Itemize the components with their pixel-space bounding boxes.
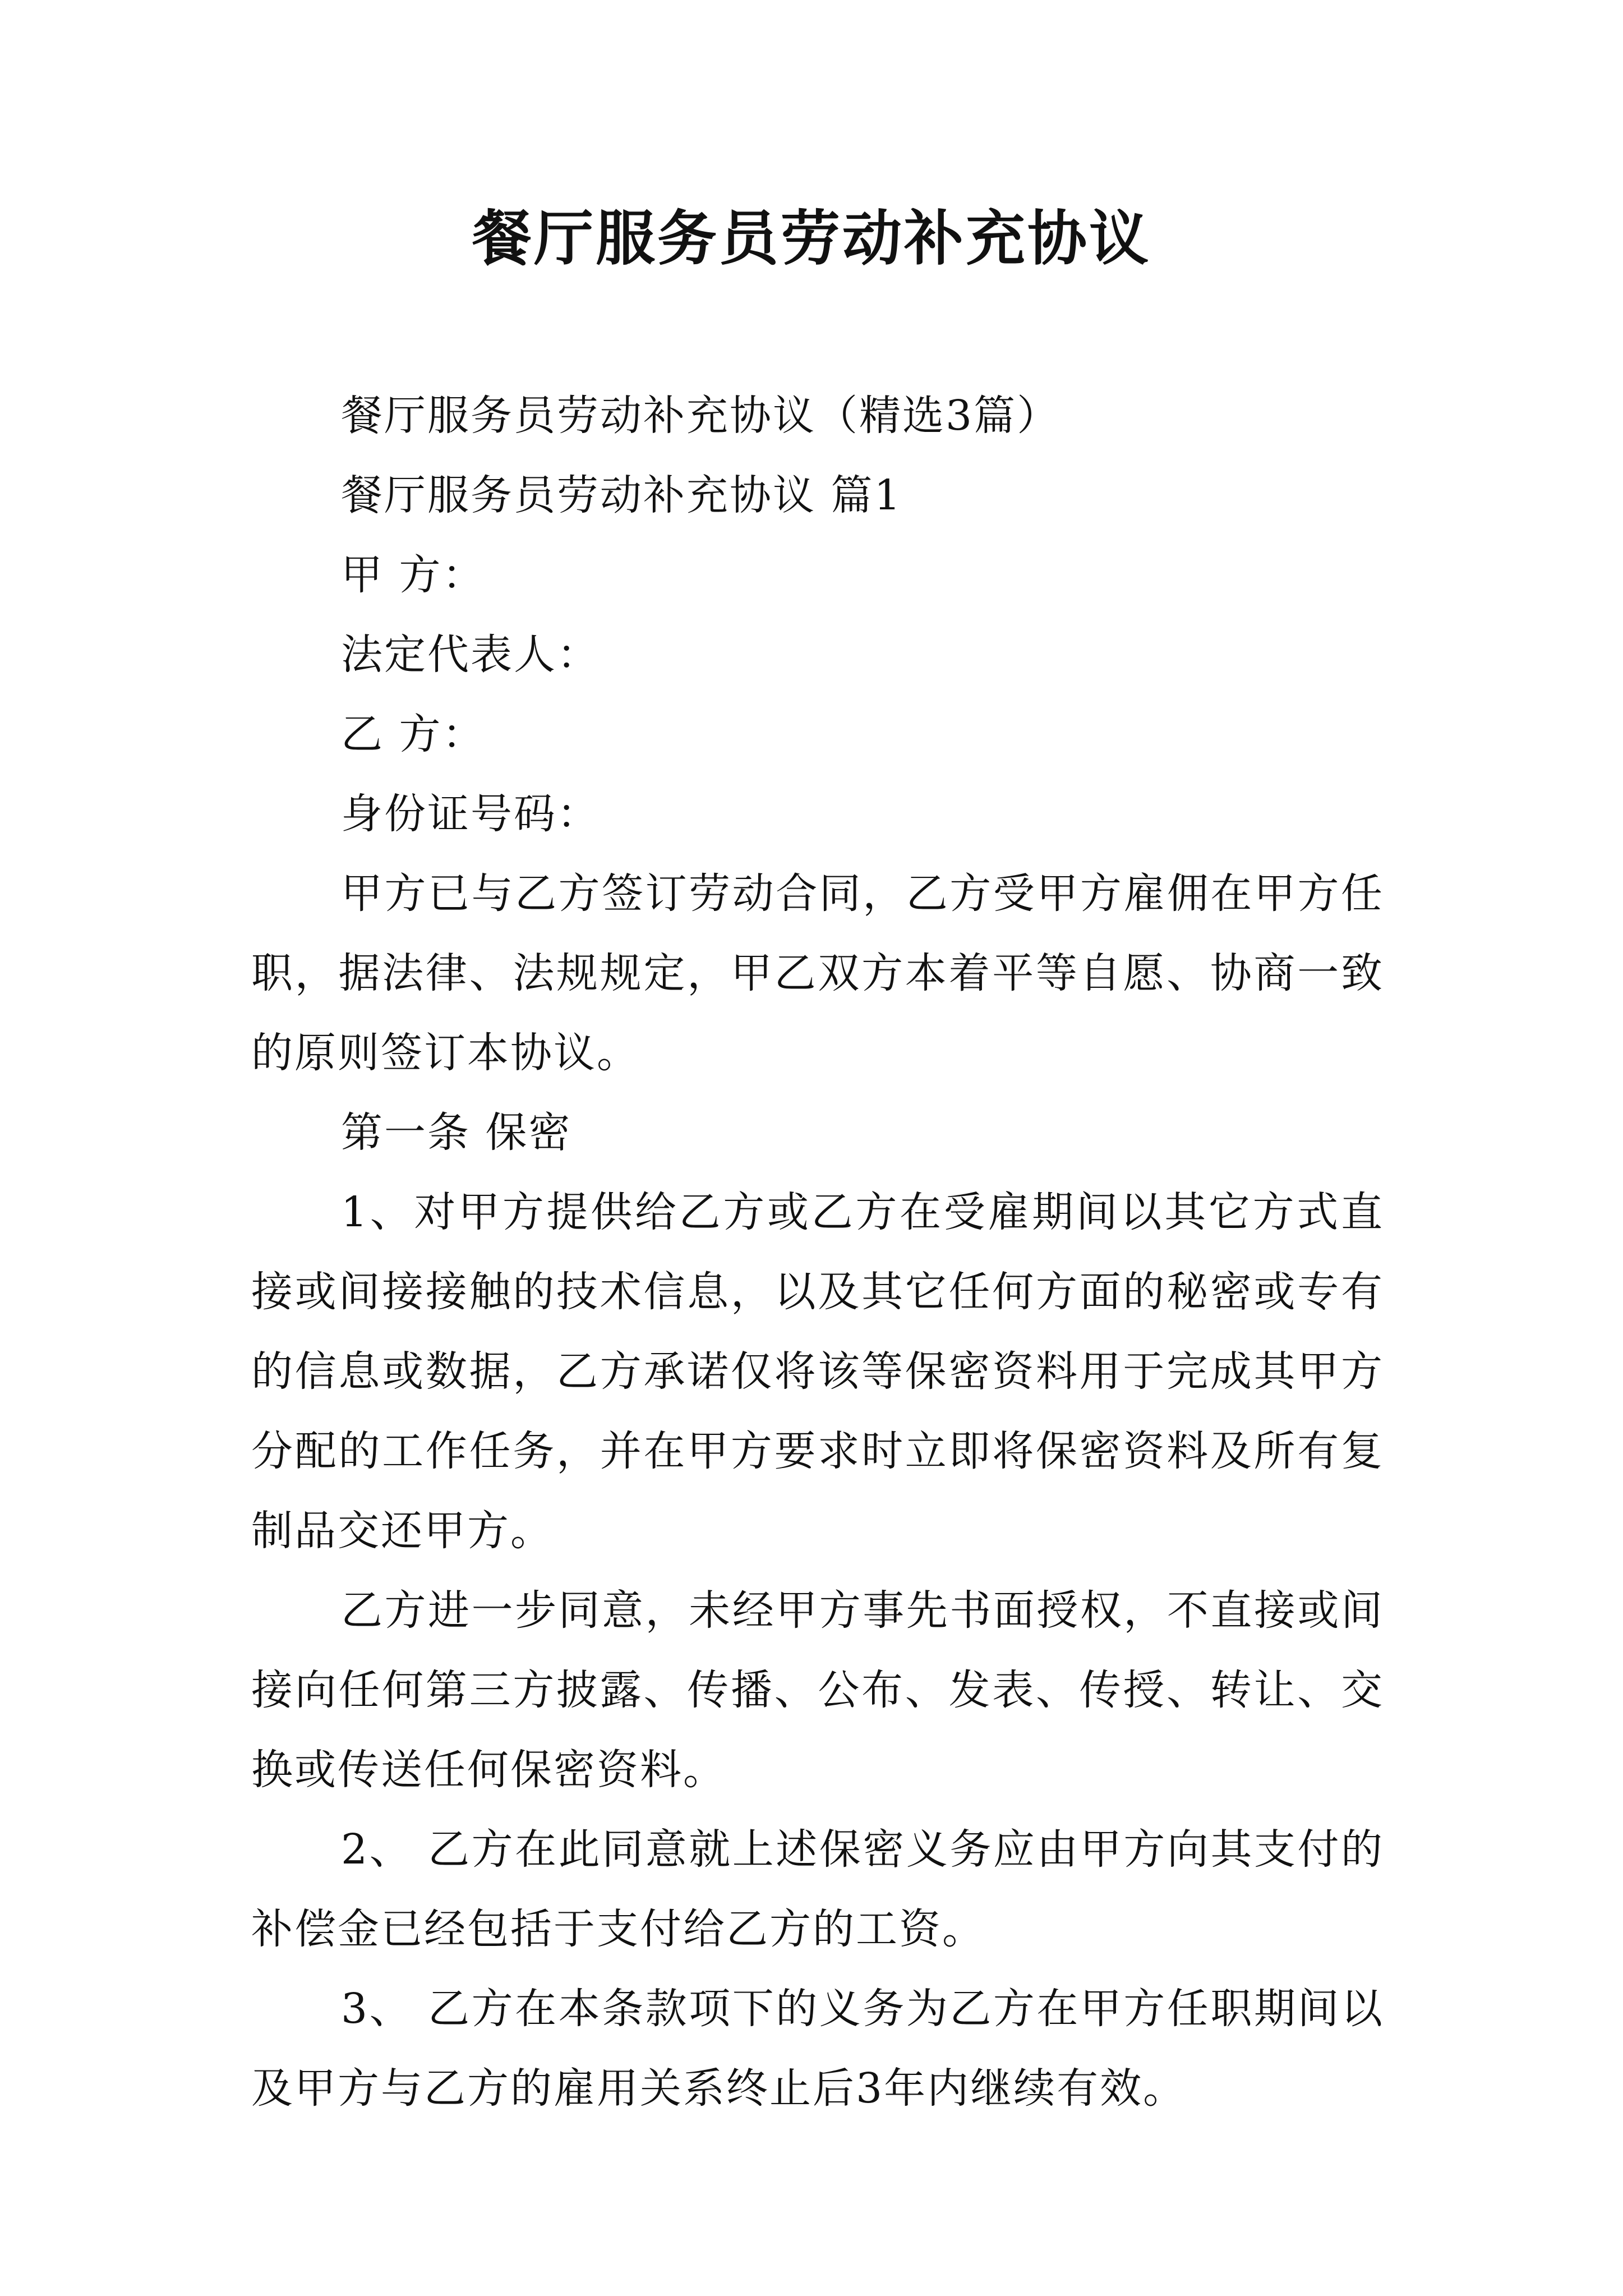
- paragraph-id-number: 身份证号码：: [341, 790, 600, 838]
- paragraph-clause-3: 3、 乙方在本条款项下的义务为乙方在甲方任职期间以及甲方与乙方的雇用关系终止后3年内继续有效。: [251, 1985, 1384, 2113]
- paragraph-clause-1-continued: 乙方进一步同意，未经甲方事先书面授权，不直接或间接向任何第三方披露、传播、公布、发表、传授、转让、交换或传送任何保密资料。: [251, 1586, 1384, 1794]
- paragraph-party-a: 甲 方：: [341, 551, 486, 599]
- paragraph-subtitle: 餐厅服务员劳动补充协议（精选3篇）: [341, 392, 1061, 440]
- paragraph-legal-representative: 法定代表人：: [341, 631, 600, 679]
- paragraph-clause-1: 1、对甲方提供给乙方或乙方在受雇期间以其它方式直接或间接接触的技术信息，以及其它任何方面的秘密或专有的信息或数据，乙方承诺仅将该等保密资料用于完成其甲方分配的工作任务，并在甲方要求时立即将保密资料及所有复制品交还甲方。: [251, 1188, 1384, 1555]
- paragraph-clause-2: 2、 乙方在此同意就上述保密义务应由甲方向其支付的补偿金已经包括于支付给乙方的工资。: [251, 1825, 1384, 1953]
- document-title: 餐厅服务员劳动补充协议: [472, 203, 1151, 273]
- paragraph-party-b: 乙 方：: [341, 710, 486, 758]
- paragraph-intro: 甲方已与乙方签订劳动合同，乙方受甲方雇佣在甲方任职，据法律、法规规定，甲乙双方本着平等自愿、协商一致的原则签订本协议。: [251, 869, 1384, 1077]
- paragraph-section-heading: 餐厅服务员劳动补充协议 篇1: [341, 471, 902, 519]
- document-body: [251, 376, 1384, 2128]
- paragraph-article-1-heading: 第一条 保密: [341, 1108, 572, 1157]
